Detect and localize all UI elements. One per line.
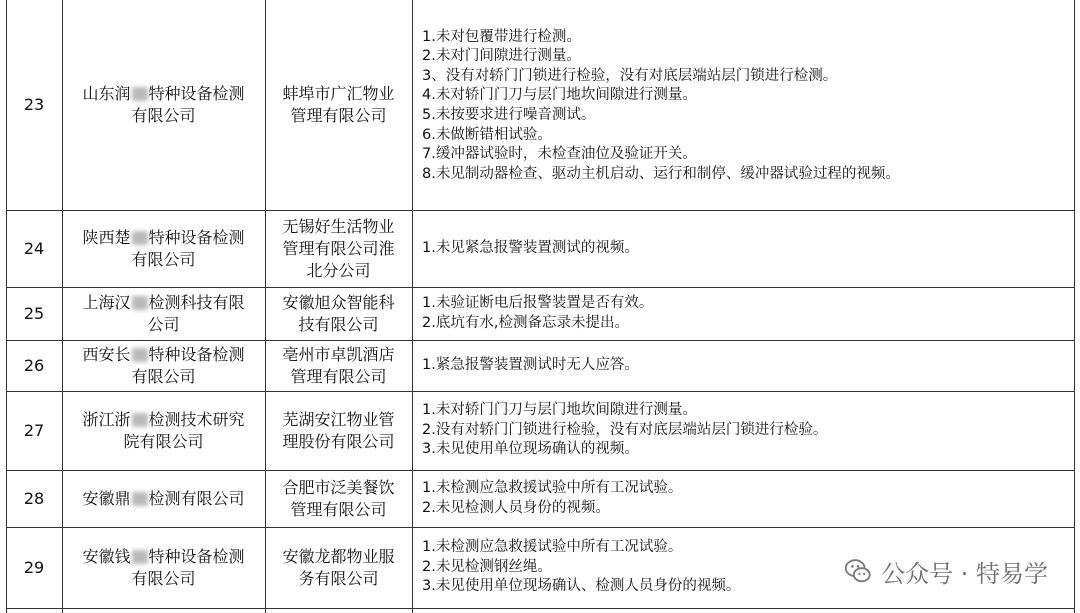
inspection-agency: 上海汉 检测科技有限 公司 [82,292,245,334]
user-unit: 合肥市泛美餐饮 管理有限公司 [282,477,395,519]
issue-item: 1.未验证断电后报警装置是否有效。 [422,294,654,311]
inspection-agency: 山东润 特种设备检测 有限公司 [82,84,245,125]
user-unit: 无锡好生活物业 管理有限公司淮 北分公司 [282,216,395,280]
row-number: 28 [23,488,45,508]
row-number: 27 [23,420,45,440]
issue-list [422,527,740,608]
inspection-agency: 安徽钱 特种设备检测 有限公司 [82,546,245,588]
row-number: 24 [23,238,45,258]
inspection-agency: 浙江浙 检测技术研究 院有限公司 [82,409,245,451]
issue-list [422,287,653,340]
issue-item: 6.未做断错相试验。 [422,126,552,143]
redaction-blur [132,87,148,101]
watermark-text: 公众号 · 特易学 [881,559,1048,588]
issue-item: 4.未对轿门门刀与层门地坎间隙进行测量。 [422,87,697,104]
issue-item: 1.未对包覆带进行检测。 [422,28,581,45]
inspection-agency: 陕西楚 特种设备检测 有限公司 [82,227,245,269]
row-number: 25 [23,303,45,323]
issue-item: 2.未对门间隙进行测量。 [422,48,581,65]
issue-list [422,340,639,391]
wechat-icon [843,556,873,586]
user-unit: 蚌埠市广汇物业 管理有限公司 [282,84,395,125]
issue-item: 2.未见检测人员身份的视频。 [422,499,610,516]
issue-list [422,391,827,470]
issue-item: 1.未对轿门门刀与层门地坎间隙进行测量。 [422,402,697,419]
user-unit: 安徽旭众智能科 技有限公司 [282,292,395,334]
inspection-agency: 安徽鼎 检测有限公司 [82,488,245,508]
watermark [843,554,1048,588]
redaction-blur [132,231,148,245]
row-number [6,0,62,210]
issue-item: 3.未见使用单位现场确认的视频。 [422,441,639,458]
issue-item: 2.未见检测钢丝绳。 [422,558,552,575]
redaction-blur [132,492,148,506]
issue-list [422,470,682,527]
inspection-agency: 西安长 特种设备检测 有限公司 [82,344,245,386]
issue-item: 8.未见制动器检查、驱动主机启动、运行和制停、缓冲器试验过程的视频。 [422,165,900,182]
redaction-blur [132,413,148,427]
issue-item: 7.缓冲器试验时，未检查油位及验证开关。 [422,146,697,163]
issue-item: 1.未见紧急报警装置测试的视频。 [422,239,639,256]
issue-item: 2.没有对轿门门锁进行检验，没有对底层端站层门锁进行检验。 [422,421,828,438]
user-unit: 安徽龙都物业服 务有限公司 [282,546,395,588]
row-number: 29 [23,557,45,577]
redaction-blur [132,348,148,362]
user-unit: 亳州市卓凯酒店 管理有限公司 [282,344,395,386]
redaction-blur [132,296,148,310]
issue-list [422,5,900,207]
grid-line-vertical [1074,0,1075,613]
row-number: 26 [23,355,45,375]
grid-line-vertical [412,0,413,613]
issue-item: 1.未检测应急救援试验中所有工况试验。 [422,539,683,556]
row-number-text: 23 [23,95,45,114]
issue-item: 3.未见使用单位现场确认、检测人员身份的视频。 [422,578,741,595]
user-unit: 芜湖安江物业管 理股份有限公司 [282,409,395,451]
issue-item: 3、没有对轿门门锁进行检验，没有对底层端站层门锁进行检测。 [422,67,838,84]
issue-item: 5.未按要求进行噪音测试。 [422,107,596,123]
redaction-blur [132,550,148,564]
issue-list [422,210,639,287]
issue-item: 2.底坑有水,检测备忘录未提出。 [422,314,629,331]
issue-item: 1.紧急报警装置测试时无人应答。 [422,356,639,373]
issue-item: 1.未检测应急救援试验中所有工况试验。 [422,479,683,496]
grid-line-horizontal [6,608,1075,609]
